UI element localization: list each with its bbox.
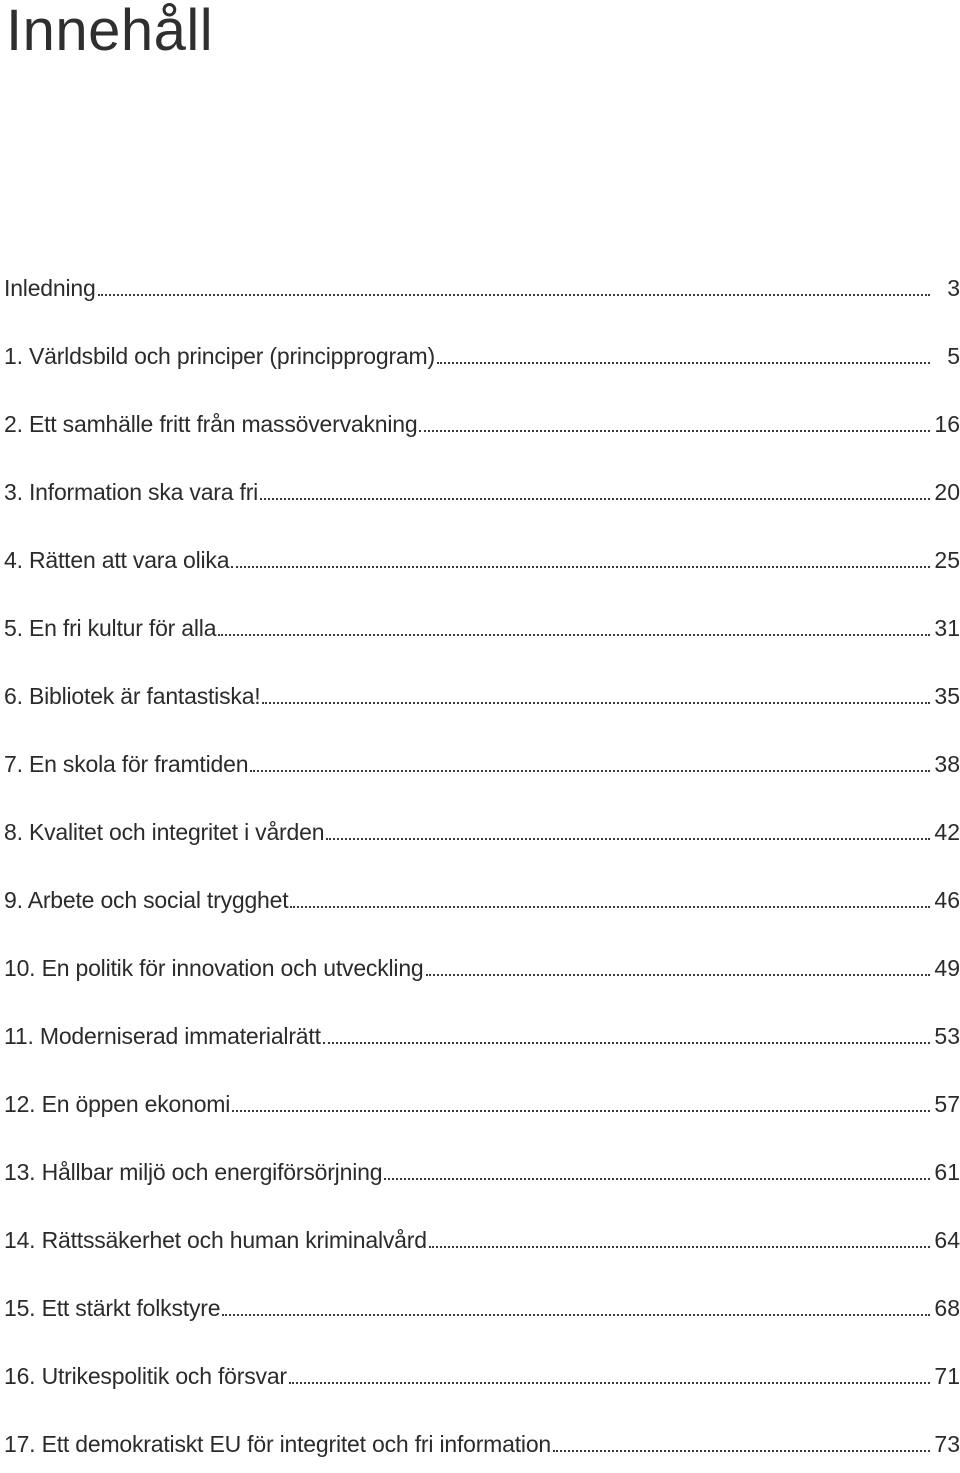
toc-entry[interactable] xyxy=(4,473,960,507)
toc-entry[interactable] xyxy=(4,269,960,303)
dot-leader xyxy=(426,971,930,976)
toc-entry-title: 10. En politik för innovation och utveckling xyxy=(4,955,424,981)
toc-entry[interactable] xyxy=(4,813,960,847)
dot-leader xyxy=(323,1039,930,1044)
dot-leader xyxy=(231,563,930,568)
toc-entry-title: 6. Bibliotek är fantastiska! xyxy=(4,683,261,709)
toc-entry[interactable] xyxy=(4,609,960,643)
toc-entry-title: 14. Rättssäkerhet och human kriminalvård xyxy=(4,1227,427,1253)
toc-entry[interactable] xyxy=(4,1357,960,1391)
dot-leader xyxy=(437,359,930,364)
toc-entry[interactable] xyxy=(4,1425,960,1459)
toc-entry-page: 57 xyxy=(934,1091,960,1117)
toc-entry[interactable] xyxy=(4,541,960,575)
toc-entry-title: Inledning xyxy=(4,275,96,301)
page-title: Innehåll xyxy=(6,0,214,63)
toc-entry-title: 15. Ett stärkt folkstyre xyxy=(4,1295,221,1321)
toc-entry[interactable] xyxy=(4,745,960,779)
toc-entry-title: 5. En fri kultur för alla xyxy=(4,615,217,641)
toc-entry-title: 8. Kvalitet och integritet i vården xyxy=(4,819,325,845)
toc-entry[interactable] xyxy=(4,1017,960,1051)
toc-entry-page: 61 xyxy=(934,1159,960,1185)
toc-entry-page: 5 xyxy=(947,343,960,369)
dot-leader xyxy=(262,699,930,704)
toc-entry-title: 7. En skola för framtiden xyxy=(4,751,249,777)
toc-entry-page: 71 xyxy=(934,1363,960,1389)
dot-leader xyxy=(429,1243,930,1248)
toc-entry-page: 46 xyxy=(934,887,960,913)
dot-leader xyxy=(290,903,930,908)
toc-entry-page: 3 xyxy=(947,275,960,301)
toc-entry-page: 49 xyxy=(934,955,960,981)
dot-leader xyxy=(232,1107,930,1112)
dot-leader xyxy=(553,1447,930,1452)
toc-entry-page: 16 xyxy=(934,411,960,437)
dot-leader xyxy=(384,1175,930,1180)
toc-entry-page: 68 xyxy=(934,1295,960,1321)
toc-entry-page: 20 xyxy=(934,479,960,505)
toc-entry-page: 42 xyxy=(934,819,960,845)
toc-entry[interactable] xyxy=(4,1221,960,1255)
toc-entry-title: 16. Utrikespolitik och försvar xyxy=(4,1363,287,1389)
toc-entry-title: 4. Rätten att vara olika xyxy=(4,547,230,573)
toc-entry[interactable] xyxy=(4,881,960,915)
toc-entry-title: 2. Ett samhälle fritt från massövervakning xyxy=(4,411,418,437)
toc-entry-title: 12. En öppen ekonomi xyxy=(4,1091,231,1117)
toc-entry-page: 64 xyxy=(934,1227,960,1253)
dot-leader xyxy=(289,1379,930,1384)
toc-entry[interactable] xyxy=(4,1153,960,1187)
dot-leader xyxy=(222,1311,930,1316)
toc-entry-page: 31 xyxy=(934,615,960,641)
toc-entry-title: 13. Hållbar miljö och energiförsörjning xyxy=(4,1159,383,1185)
dot-leader xyxy=(260,495,930,500)
toc-entry-page: 53 xyxy=(934,1023,960,1049)
dot-leader xyxy=(250,767,930,772)
toc-entry-title: 3. Information ska vara fri xyxy=(4,479,259,505)
dot-leader xyxy=(419,427,930,432)
toc-entry[interactable] xyxy=(4,1289,960,1323)
toc-entry[interactable] xyxy=(4,405,960,439)
toc-entry[interactable] xyxy=(4,949,960,983)
toc-entry[interactable] xyxy=(4,677,960,711)
toc-entry-page: 35 xyxy=(934,683,960,709)
toc-entry-page: 38 xyxy=(934,751,960,777)
toc-entry-page: 73 xyxy=(934,1431,960,1457)
toc-entry-page: 25 xyxy=(934,547,960,573)
toc-entry[interactable] xyxy=(4,337,960,371)
dot-leader xyxy=(218,631,930,636)
toc-entry-title: 9. Arbete och social trygghet xyxy=(4,887,289,913)
dot-leader xyxy=(98,291,930,296)
toc-entry-title: 1. Världsbild och principer (principprogram) xyxy=(4,343,435,369)
toc-entry-title: 17. Ett demokratiskt EU för integritet och fri information xyxy=(4,1431,552,1457)
toc-entry-title: 11. Moderniserad immaterialrätt xyxy=(4,1023,321,1049)
toc-entry[interactable] xyxy=(4,1085,960,1119)
dot-leader xyxy=(326,835,930,840)
